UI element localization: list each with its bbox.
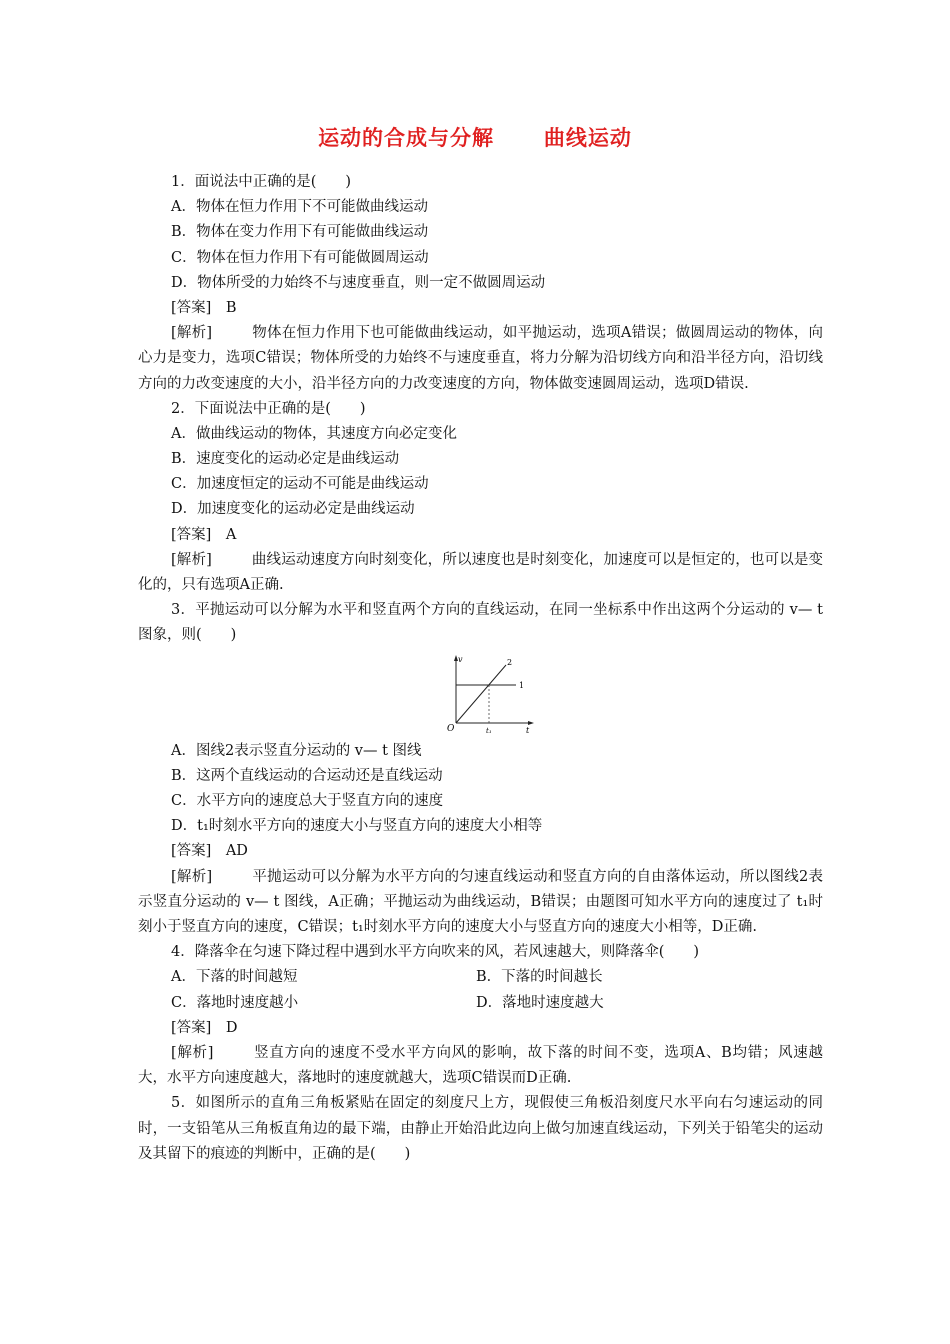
q1-option-d: D．物体所受的力始终不与速度垂直，则一定不做圆周运动: [171, 274, 546, 291]
q2-option-d: D．加速度变化的运动必定是曲线运动: [171, 501, 415, 518]
q1-option-c: C．物体在恒力作用下有可能做圆周运动: [171, 249, 429, 266]
line-2-label: 2: [507, 657, 513, 667]
line-1-label: 1: [519, 680, 525, 690]
q3-analysis-text: 平抛运动可以分解为水平方向的匀速直线运动和竖直方向的自由落体运动，所以图线2表示竖直分运动的 v— t 图线，A正确；平抛运动为曲线运动，B错误；由题图可知水平方向的速度过了 t₁时刻小于竖直方向的速度，C错误；t₁时刻水平方向的速度大小与竖直方向的速度大小相等，D正确.: [138, 868, 823, 936]
question-5-stem: 5．如图所示的直角三角板紧贴在固定的刻度尺上方，现假使三角板沿刻度尺水平向右匀速运动的同时，一支铅笔从三角板直角边的最下端，由静止开始沿此边向上做匀加速直线运动，下列关于铅笔尖的运动及其留下的痕迹的判断中，正确的是( ): [138, 1095, 823, 1162]
q2-answer: [答案] A: [171, 526, 237, 543]
q3-option-a: A．图线2表示竖直分运动的 v— t 图线: [171, 742, 422, 759]
q2-analysis: [138, 548, 823, 598]
vt-graph: [446, 653, 536, 733]
q4-options-row-2: [138, 991, 823, 1016]
document-body: [138, 170, 823, 1167]
q4-analysis-label: [解析]: [171, 1044, 214, 1061]
x-axis-arrow: [528, 721, 534, 725]
q2-option-a: A．做曲线运动的物体，其速度方向必定变化: [171, 425, 457, 442]
q1-analysis: [138, 321, 823, 397]
page-title: 运动的合成与分解 曲线运动: [318, 126, 632, 150]
q2-analysis-label: [解析]: [171, 551, 212, 568]
q3-option-c: C．水平方向的速度总大于竖直方向的速度: [171, 793, 444, 810]
origin-label: O: [447, 723, 455, 733]
q3-analysis: [138, 865, 823, 941]
y-axis-label: v: [458, 654, 463, 664]
q4-option-a: A．下落的时间越短: [171, 969, 298, 986]
question-2-stem: 2．下面说法中正确的是( ): [171, 400, 366, 417]
q3-option-d: D．t₁时刻水平方向的速度大小与竖直方向的速度大小相等: [171, 818, 543, 835]
q2-option-c: C．加速度恒定的运动不可能是曲线运动: [171, 476, 429, 493]
t1-label: t₁: [486, 726, 492, 733]
q1-answer: [答案] B: [171, 299, 237, 316]
q4-analysis: [138, 1041, 823, 1091]
q4-option-c: C．落地时速度越小: [171, 994, 299, 1011]
q4-answer: [答案] D: [171, 1019, 238, 1036]
q2-option-b: B．速度变化的运动必定是曲线运动: [171, 451, 400, 468]
q2-analysis-text: 曲线运动速度方向时刻变化，所以速度也是时刻变化，加速度可以是恒定的，也可以是变化的，只有选项A正确.: [138, 551, 823, 594]
question-1-stem: 1．面说法中正确的是( ): [171, 174, 352, 190]
question-4-stem: 4．降落伞在匀速下降过程中遇到水平方向吹来的风，若风速越大，则降落伞( ): [171, 944, 700, 961]
question-3-stem: 3．平抛运动可以分解为水平和竖直两个方向的直线运动，在同一坐标系中作出这两个分运动的 v— t 图象，则( ): [138, 602, 823, 644]
q1-analysis-text: 物体在恒力作用下也可能做曲线运动，如平抛运动，选项A错误；做圆周运动的物体，向心力是变力，选项C错误；物体所受的力始终不与速度垂直，将力分解为沿切线方向和沿半径方向，沿切线方向的力改变速度的大小，沿半径方向的力改变速度的方向，物体做变速圆周运动，选项D错误.: [138, 325, 823, 392]
q4-analysis-text: 竖直方向的速度不受水平方向风的影响，故下落的时间不变，选项A、B均错；风速越大，水平方向速度越大，落地时的速度就越大，选项C错误而D正确.: [138, 1044, 823, 1087]
q1-option-b: B．物体在变力作用下有可能做曲线运动: [171, 224, 429, 241]
q1-analysis-label: [解析]: [171, 325, 213, 342]
q1-option-a: A．物体在恒力作用下不可能做曲线运动: [171, 199, 428, 216]
q3-analysis-label: [解析]: [171, 868, 213, 885]
q4-options-row-1: [138, 965, 823, 990]
line-2: [456, 665, 506, 723]
q3-answer: [答案] AD: [171, 843, 248, 860]
q4-option-d: D．落地时速度越大: [476, 994, 604, 1011]
x-axis-label: t: [526, 725, 530, 733]
vt-graph-figure: [138, 649, 823, 739]
q4-option-b: B．下落的时间越长: [476, 969, 603, 986]
q3-option-b: B．这两个直线运动的合运动还是直线运动: [171, 767, 443, 784]
